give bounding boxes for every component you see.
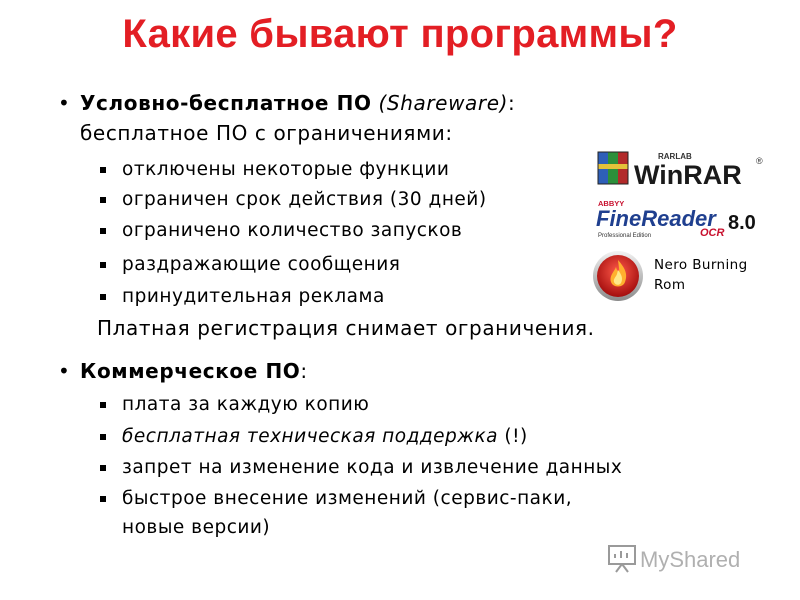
- finereader-ocr-text: OCR: [700, 227, 725, 239]
- presentation-board-icon: [609, 546, 635, 572]
- square-bullet-icon: [100, 402, 106, 408]
- square-bullet-icon: [100, 167, 106, 173]
- bullet-dot: •: [58, 91, 71, 115]
- list-item-text: раздражающие сообщения: [122, 254, 401, 275]
- commercial-colon: :: [300, 359, 308, 383]
- winrar-logo: [596, 148, 768, 188]
- registration-note: Платная регистрация снимает ограничения.: [97, 316, 595, 340]
- finereader-version: 8.0: [728, 212, 756, 234]
- finereader-edition: Professional Edition: [598, 233, 652, 239]
- finereader-logo: [596, 196, 768, 240]
- support-text: бесплатная техническая поддержка: [122, 426, 498, 447]
- square-bullet-icon: [100, 228, 106, 234]
- shareware-description: бесплатное ПО с ограничениями:: [80, 121, 453, 145]
- myshared-watermark: [606, 542, 776, 574]
- list-item-text: отключены некоторые функции: [122, 159, 450, 180]
- winrar-rarlab-text: RARLAB: [658, 152, 692, 161]
- slide-title: Какие бывают программы?: [122, 12, 678, 56]
- nero-label: Nero Burning Rom: [654, 257, 748, 293]
- square-bullet-icon: [100, 496, 106, 502]
- winrar-text: WinRAR: [634, 160, 742, 188]
- support-exclamation: (!): [497, 426, 528, 447]
- list-item-text: ограничено количество запусков: [122, 220, 463, 241]
- square-bullet-icon: [100, 434, 106, 440]
- square-bullet-icon: [100, 197, 106, 203]
- registered-mark-icon: ®: [756, 156, 763, 166]
- shareware-heading: Условно-бесплатное ПО: [80, 91, 372, 115]
- list-item-text: ограничен срок действия (30 дней): [122, 189, 487, 210]
- finereader-abbyy-text: ABBYY: [598, 199, 625, 208]
- nero-flame-icon: [592, 250, 644, 302]
- shareware-english-term: (Shareware): [378, 91, 509, 115]
- square-bullet-icon: [100, 465, 106, 471]
- list-item-text: принудительная реклама: [122, 286, 385, 307]
- square-bullet-icon: [100, 262, 106, 268]
- finereader-text: FineReader: [596, 206, 716, 231]
- bullet-dot: •: [58, 359, 71, 383]
- watermark-text: MyShared: [640, 547, 741, 572]
- shareware-colon: :: [508, 91, 516, 115]
- list-item-text: плата за каждую копию: [122, 394, 370, 415]
- list-item-text: запрет на изменение кода и извлечение данных: [122, 457, 623, 478]
- square-bullet-icon: [100, 294, 106, 300]
- winrar-books-icon: [598, 152, 628, 184]
- commercial-heading: Коммерческое ПО: [80, 359, 301, 383]
- list-item-text: новые версии): [122, 517, 271, 538]
- list-item-text: быстрое внесение изменений (сервис-паки,: [122, 488, 573, 509]
